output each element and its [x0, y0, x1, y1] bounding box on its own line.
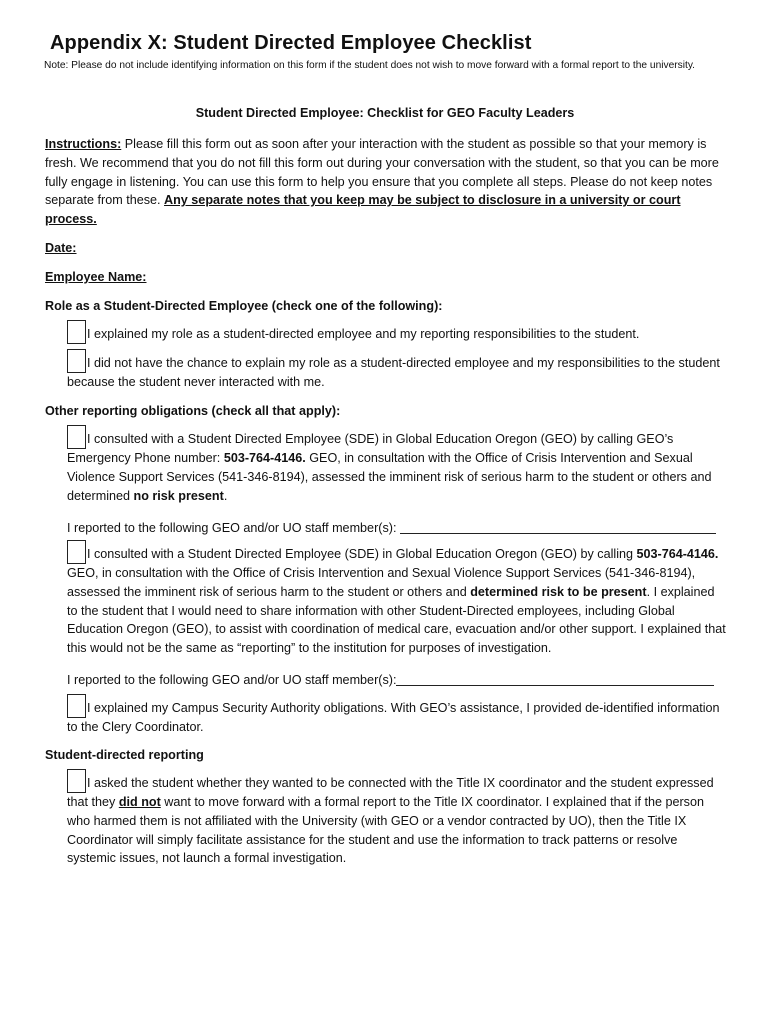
- risk-present-checkbox[interactable]: [67, 540, 86, 564]
- role-option-not-explained: [67, 349, 727, 392]
- risk-present-emphasis: determined risk to be present: [470, 584, 647, 599]
- clery-text: I explained my Campus Security Authority obligations. With GEO’s assistance, I provided de-identified information to the Clery Coordinator.: [67, 701, 720, 734]
- risk-present-phone: 503-764-4146.: [636, 547, 719, 561]
- no-risk-phone: 503-764-4146.: [223, 451, 306, 465]
- role-explained-text: I explained my role as a student-directed employee and my reporting responsibilities to the student.: [87, 327, 640, 341]
- staff-reported-label-2: I reported to the following GEO and/or UO staff member(s):: [67, 673, 397, 687]
- no-risk-checkbox[interactable]: [67, 425, 86, 449]
- no-risk-text-1: I consulted with a Student Directed Employee (SDE) in Global Education Oregon (GEO) by calling GEO’s Emergency Phone number:: [67, 432, 674, 465]
- page-title: Appendix X: Student Directed Employee Checklist: [50, 32, 532, 54]
- other-obligations-heading: Other reporting obligations (check all that apply):: [45, 404, 341, 418]
- other-item-clery: [67, 694, 727, 737]
- role-explained-checkbox[interactable]: [67, 320, 86, 344]
- clery-checkbox[interactable]: [67, 694, 86, 718]
- staff-reported-input-2[interactable]: [396, 673, 714, 686]
- no-risk-emphasis: no risk present: [133, 488, 224, 503]
- instructions-label: Instructions:: [45, 137, 122, 151]
- title-ix-text-1: I asked the student whether they wanted to be connected with the Title IX coordinator and the student expressed that they: [67, 776, 714, 809]
- role-option-explained: [67, 320, 727, 344]
- checklist-subtitle: Student Directed Employee: Checklist for GEO Faculty Leaders: [195, 106, 575, 120]
- other-item-no-risk: [67, 425, 727, 505]
- employee-name-label: Employee Name:: [45, 270, 147, 284]
- instructions-text: Please fill this form out as soon after your interaction with the student as possible so that your memory is fresh. We recommend that you do not fill this form out during your conversation with the student, so that you can be more fully engage in listening. You can use this form to help you ensure that you complete all steps. Please do not keep notes separate from these.: [45, 137, 719, 208]
- student-directed-heading: Student-directed reporting: [45, 748, 204, 762]
- risk-present-text-2: GEO, in consultation with the Office of Crisis Intervention and Sexual Violence Support Services (541-346-8194), assessed the imminent risk of serious harm to the student or others and: [67, 566, 696, 599]
- privacy-note: Note: Please do not include identifying information on this form if the student does not wish to move forward with a formal report to the university.: [44, 60, 696, 71]
- date-label: Date:: [45, 241, 77, 255]
- student-item-title-ix: [67, 769, 727, 868]
- risk-present-text-3: . I explained to the student that I would need to share information with other Student-Directed employees, including Global Education Oregon (GEO), to assist with coordination of medical care, evacuation and/or other support. I explained that this would not be the same as “reporting” to the institution for purposes of investigation.: [67, 584, 726, 656]
- staff-reported-line-2: [67, 671, 727, 690]
- role-not-explained-checkbox[interactable]: [67, 349, 86, 373]
- title-ix-checkbox[interactable]: [67, 769, 86, 793]
- no-risk-text-2: GEO, in consultation with the Office of Crisis Intervention and Sexual Violence Support Services (541-346-8194), assessed the imminent risk of serious harm to the student or others and determined: [67, 451, 712, 503]
- title-ix-emphasis: did not: [118, 795, 161, 809]
- risk-present-text-1: I consulted with a Student Directed Employee (SDE) in Global Education Oregon (GEO) by calling: [87, 547, 637, 561]
- title-ix-text-2: want to move forward with a formal report to the Title IX coordinator. I explained that if the person who harmed them is not affiliated with the University (with GEO or a vendor contracted by UO), then the Title IX Coordinator will simply facilitate assistance for the student and use the information to track patterns or resolve systemic issues, not launch a formal investigation.: [67, 795, 704, 866]
- other-item-risk-present: [67, 540, 727, 658]
- staff-reported-label-1: I reported to the following GEO and/or UO staff member(s):: [67, 521, 400, 535]
- instructions-paragraph: [45, 135, 720, 229]
- staff-reported-line-1: [67, 519, 727, 538]
- instructions-emphasis: Any separate notes that you keep may be subject to disclosure in a university or court process.: [45, 193, 681, 227]
- staff-reported-input-1[interactable]: [400, 521, 716, 534]
- role-not-explained-text: I did not have the chance to explain my role as a student-directed employee and my responsibilities to the student because the student never interacted with me.: [67, 356, 720, 389]
- role-section-heading: Role as a Student-Directed Employee (check one of the following):: [45, 299, 443, 313]
- no-risk-text-3: .: [223, 488, 228, 503]
